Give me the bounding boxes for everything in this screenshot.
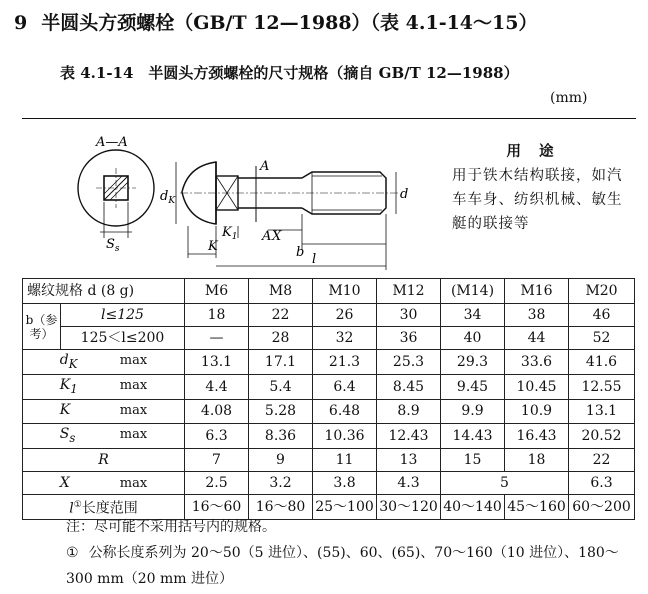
cell: 32 [313,327,377,350]
side-view [160,159,408,270]
cell: 25～100 [313,495,377,520]
cell: 6.4 [313,374,377,399]
label-ss: $S_s$ [106,237,120,254]
cell: 40 [441,327,505,350]
note-2 [66,540,636,592]
cell: 4.08 [185,399,249,424]
table-row [23,374,635,399]
note-marker: ① [66,545,79,561]
cell: 30～120 [377,495,441,520]
cell: 16～80 [249,495,313,520]
cell: 45～160 [505,495,569,520]
cell: 5 [441,472,569,495]
cell: 6.48 [313,399,377,424]
label-a-top: A [260,159,270,174]
cell: 15 [441,449,505,472]
row-label: $d_K$ max [23,350,185,375]
b-cond: l≤125 [61,304,185,327]
cell: 8.45 [377,374,441,399]
b-label: b（参考） [23,304,61,350]
cell: 16.43 [505,424,569,449]
cell: 17.1 [249,350,313,375]
spec-table [22,278,635,520]
cell: 4.4 [185,374,249,399]
section-title [14,8,537,35]
label-k1: $K_1$ [222,225,238,242]
cell: 12.55 [569,374,635,399]
section-label: A—A [96,135,128,150]
row-label: X max [23,472,185,495]
label-d: d [400,187,409,202]
size-cell: M16 [505,279,569,304]
cell: 36 [377,327,441,350]
cell: 4.3 [377,472,441,495]
cell: 16～60 [185,495,249,520]
cell: 6.3 [569,472,635,495]
cell: 2.5 [185,472,249,495]
cell: 9.45 [441,374,505,399]
cell: 8.9 [377,399,441,424]
label-k: K [208,239,218,254]
cell: 10.9 [505,399,569,424]
cell: 25.3 [377,350,441,375]
cell: 44 [505,327,569,350]
label-l: l [312,252,317,267]
cell: 3.8 [313,472,377,495]
table-row [23,424,635,449]
cell: 10.36 [313,424,377,449]
cell: 18 [505,449,569,472]
section-view [78,135,154,254]
row-label: l①长度范围 [23,495,185,520]
cell: 7 [185,449,249,472]
cell: 41.6 [569,350,635,375]
cell: 13 [377,449,441,472]
table-row [23,327,635,350]
cell: 21.3 [313,350,377,375]
cell: 52 [569,327,635,350]
cell: 10.45 [505,374,569,399]
cell: 9.9 [441,399,505,424]
size-cell: M20 [569,279,635,304]
cell: 46 [569,304,635,327]
cell: 13.1 [569,399,635,424]
cell: 8.36 [249,424,313,449]
table-row [23,399,635,424]
cell: 38 [505,304,569,327]
usage-text: 用于铁木结构联接，如汽车车身、纺织机械、敏生艇的联接等 [452,168,623,232]
size-cell: M10 [313,279,377,304]
b-cond: 125＜l≤200 [61,327,185,350]
label-a-bottom: A [262,229,272,244]
cell: — [185,327,249,350]
label-x: X [272,229,282,244]
cell: 9 [249,449,313,472]
cell: 13.1 [185,350,249,375]
table-caption: 表 4.1-14 半圆头方颈螺栓的尺寸规格（摘自 GB/T 12—1988） [60,64,519,82]
cell: 33.6 [505,350,569,375]
section-number: 9 [14,12,28,34]
cell: 18 [185,304,249,327]
label-b: b [296,245,305,260]
cell: 28 [249,327,313,350]
cell: 20.52 [569,424,635,449]
bolt-drawing [40,126,450,276]
cell: 22 [569,449,635,472]
unit-label: (mm) [550,90,588,106]
cell: 34 [441,304,505,327]
cell: 6.3 [185,424,249,449]
usage-box [452,140,626,236]
row-label: $S_s$ max [23,424,185,449]
cell: 5.28 [249,399,313,424]
cell: 22 [249,304,313,327]
cell: 3.2 [249,472,313,495]
cell: 26 [313,304,377,327]
cell: 30 [377,304,441,327]
cell: 12.43 [377,424,441,449]
table-row [23,304,635,327]
cell: 29.3 [441,350,505,375]
header-row [23,279,635,304]
note-1: 注：尽可能不采用括号内的规格。 [66,519,276,535]
size-cell: M12 [377,279,441,304]
size-cell: M8 [249,279,313,304]
cell: 60～200 [569,495,635,520]
table-row [23,449,635,472]
top-rule [22,118,636,119]
cell: 40～140 [441,495,505,520]
table-row [23,472,635,495]
label-dk: $d_K$ [160,189,176,206]
header-label: 螺纹规格 d (8 g) [23,279,185,304]
size-cell: (M14) [441,279,505,304]
cell: 11 [313,449,377,472]
section-title-text: 半圆头方颈螺栓（GB/T 12—1988）（表 4.1-14～15） [41,12,538,34]
row-label: $K_1$ max [23,374,185,399]
row-label: R [23,449,185,472]
cell: 5.4 [249,374,313,399]
usage-heading: 用途 [506,143,572,160]
note-2-text: 公称长度系列为 20～50（5 进位）、(55)、60、(65)、70～160（10 进位）、180～300 mm（20 mm 进位） [66,545,619,587]
cell: 14.43 [441,424,505,449]
table-row [23,350,635,375]
row-label: K max [23,399,185,424]
size-cell: M6 [185,279,249,304]
